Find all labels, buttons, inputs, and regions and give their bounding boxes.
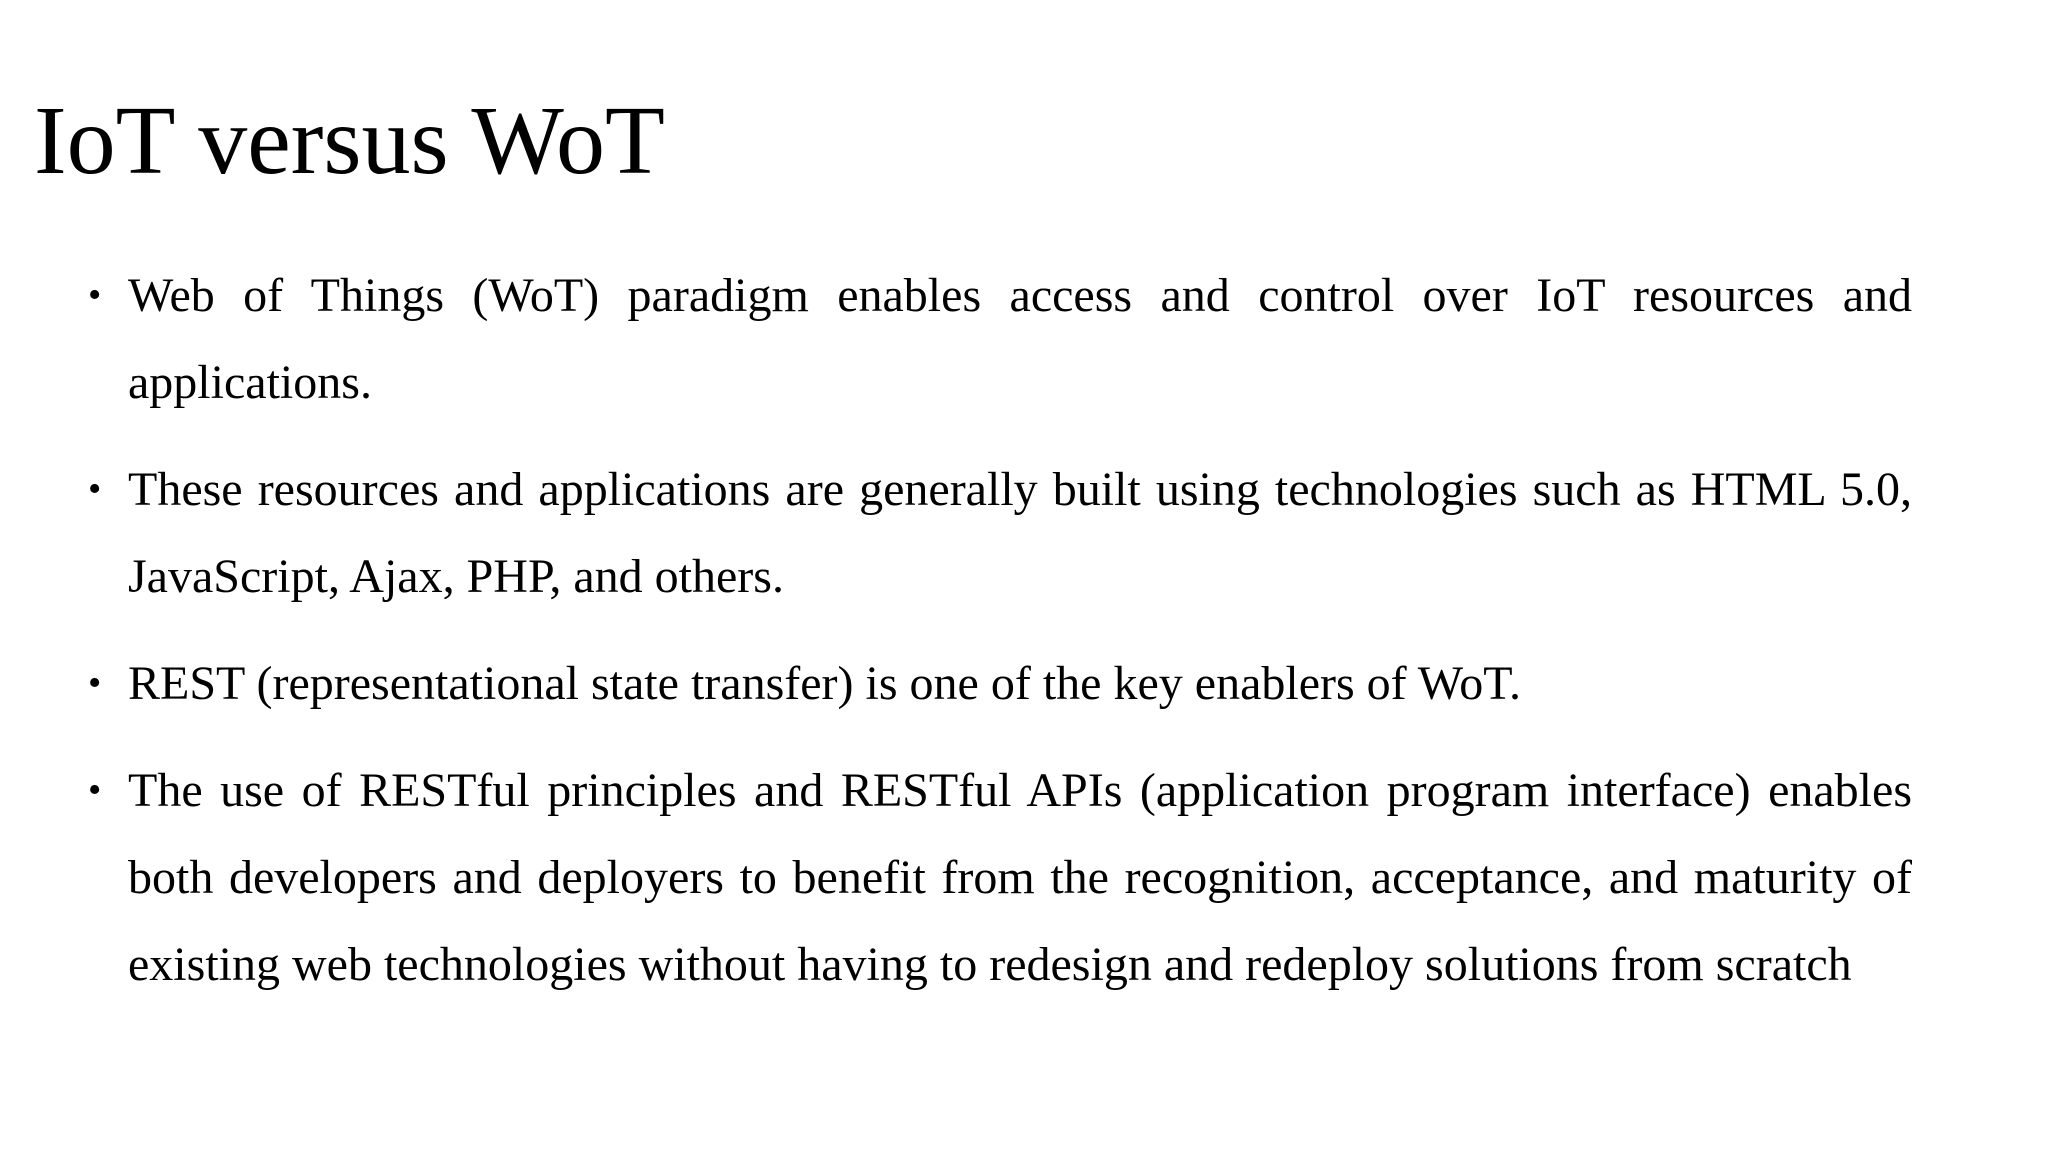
bullet-text: The use of RESTful principles and RESTful APIs (application program interface) enables both developers and deployers to benefit from the recognition, acceptance, and maturity of existing web technologies without having to redesign and redeploy solutions from scratch — [128, 764, 1912, 991]
bullet-dot-icon: • — [88, 274, 102, 316]
bullet-text: Web of Things (WoT) paradigm enables access and control over IoT resources and applications. — [128, 269, 1912, 409]
slide-title: IoT versus WoT — [34, 87, 665, 195]
bullet-dot-icon: • — [88, 769, 102, 811]
bullet-item-technologies — [88, 446, 1912, 620]
bullet-dot-icon: • — [88, 468, 102, 510]
bullet-item-rest — [88, 640, 1912, 727]
bullet-list — [88, 252, 1912, 1028]
bullet-item-restful-apis — [88, 747, 1912, 1008]
bullet-dot-icon: • — [88, 662, 102, 704]
bullet-text: REST (representational state transfer) is one of the key enablers of WoT. — [128, 657, 1522, 710]
bullet-item-wot-paradigm — [88, 252, 1912, 426]
bullet-text: These resources and applications are generally built using technologies such as HTML 5.0, JavaScript, Ajax, PHP, and others. — [128, 463, 1912, 603]
